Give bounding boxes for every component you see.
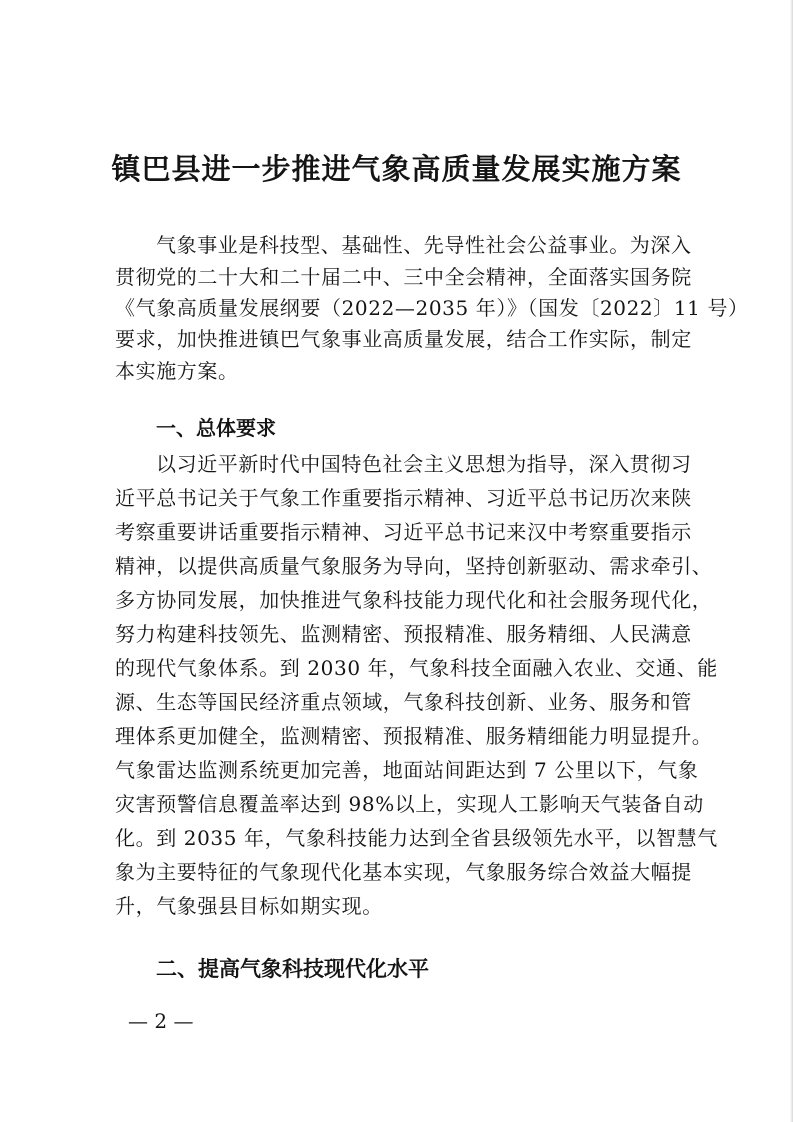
body-line: 象为主要特征的气象现代化基本实现，气象服务综合效益大幅提 (115, 860, 692, 884)
body-line: 的现代气象体系。到 2030 年，气象科技全面融入农业、交通、能 (115, 656, 718, 680)
body-line: 努力构建科技领先、监测精密、预报精准、服务精细、人民满意 (115, 622, 692, 646)
body-line: 精神，以提供高质量气象服务为导向，坚持创新驱动、需求牵引、 (115, 554, 713, 578)
body-line: 升，气象强县目标如期实现。 (115, 894, 383, 918)
body-line: 理体系更加健全，监测精密、预报精准、服务精细能力明显提升。 (115, 724, 713, 748)
page-number: — 2 — (128, 1009, 194, 1033)
intro-line: 《气象高质量发展纲要（2022—2035 年）》（国发〔2022〕11 号） (115, 296, 749, 320)
section-heading-2: 二、提高气象科技现代化水平 (156, 957, 429, 981)
body-line: 多方协同发展，加快推进气象科技能力现代化和社会服务现代化， (115, 588, 713, 612)
document-title: 镇巴县进一步推进气象高质量发展实施方案 (111, 152, 682, 186)
body-line: 以习近平新时代中国特色社会主义思想为指导，深入贯彻习 (156, 452, 692, 476)
body-line: 气象雷达监测系统更加完善，地面站间距达到 7 公里以下，气象 (115, 758, 699, 782)
intro-line: 本实施方案。 (115, 359, 239, 383)
intro-line: 贯彻党的二十大和二十届二中、三中全会精神，全面落实国务院 (115, 265, 692, 289)
body-line: 灾害预警信息覆盖率达到 98%以上，实现人工影响天气装备自动 (115, 792, 704, 816)
body-line: 源、生态等国民经济重点领域，气象科技创新、业务、服务和管 (115, 690, 692, 714)
intro-line: 要求，加快推进镇巴气象事业高质量发展，结合工作实际，制定 (115, 327, 692, 351)
body-line: 近平总书记关于气象工作重要指示精神、习近平总书记历次来陕 (115, 486, 692, 510)
intro-line: 气象事业是科技型、基础性、先导性社会公益事业。为深入 (156, 233, 692, 257)
body-line: 化。到 2035 年，气象科技能力达到全省县级领先水平，以智慧气 (115, 826, 718, 850)
body-line: 考察重要讲话重要指示精神、习近平总书记来汉中考察重要指示 (115, 520, 692, 544)
section-heading-1: 一、总体要求 (156, 416, 276, 440)
